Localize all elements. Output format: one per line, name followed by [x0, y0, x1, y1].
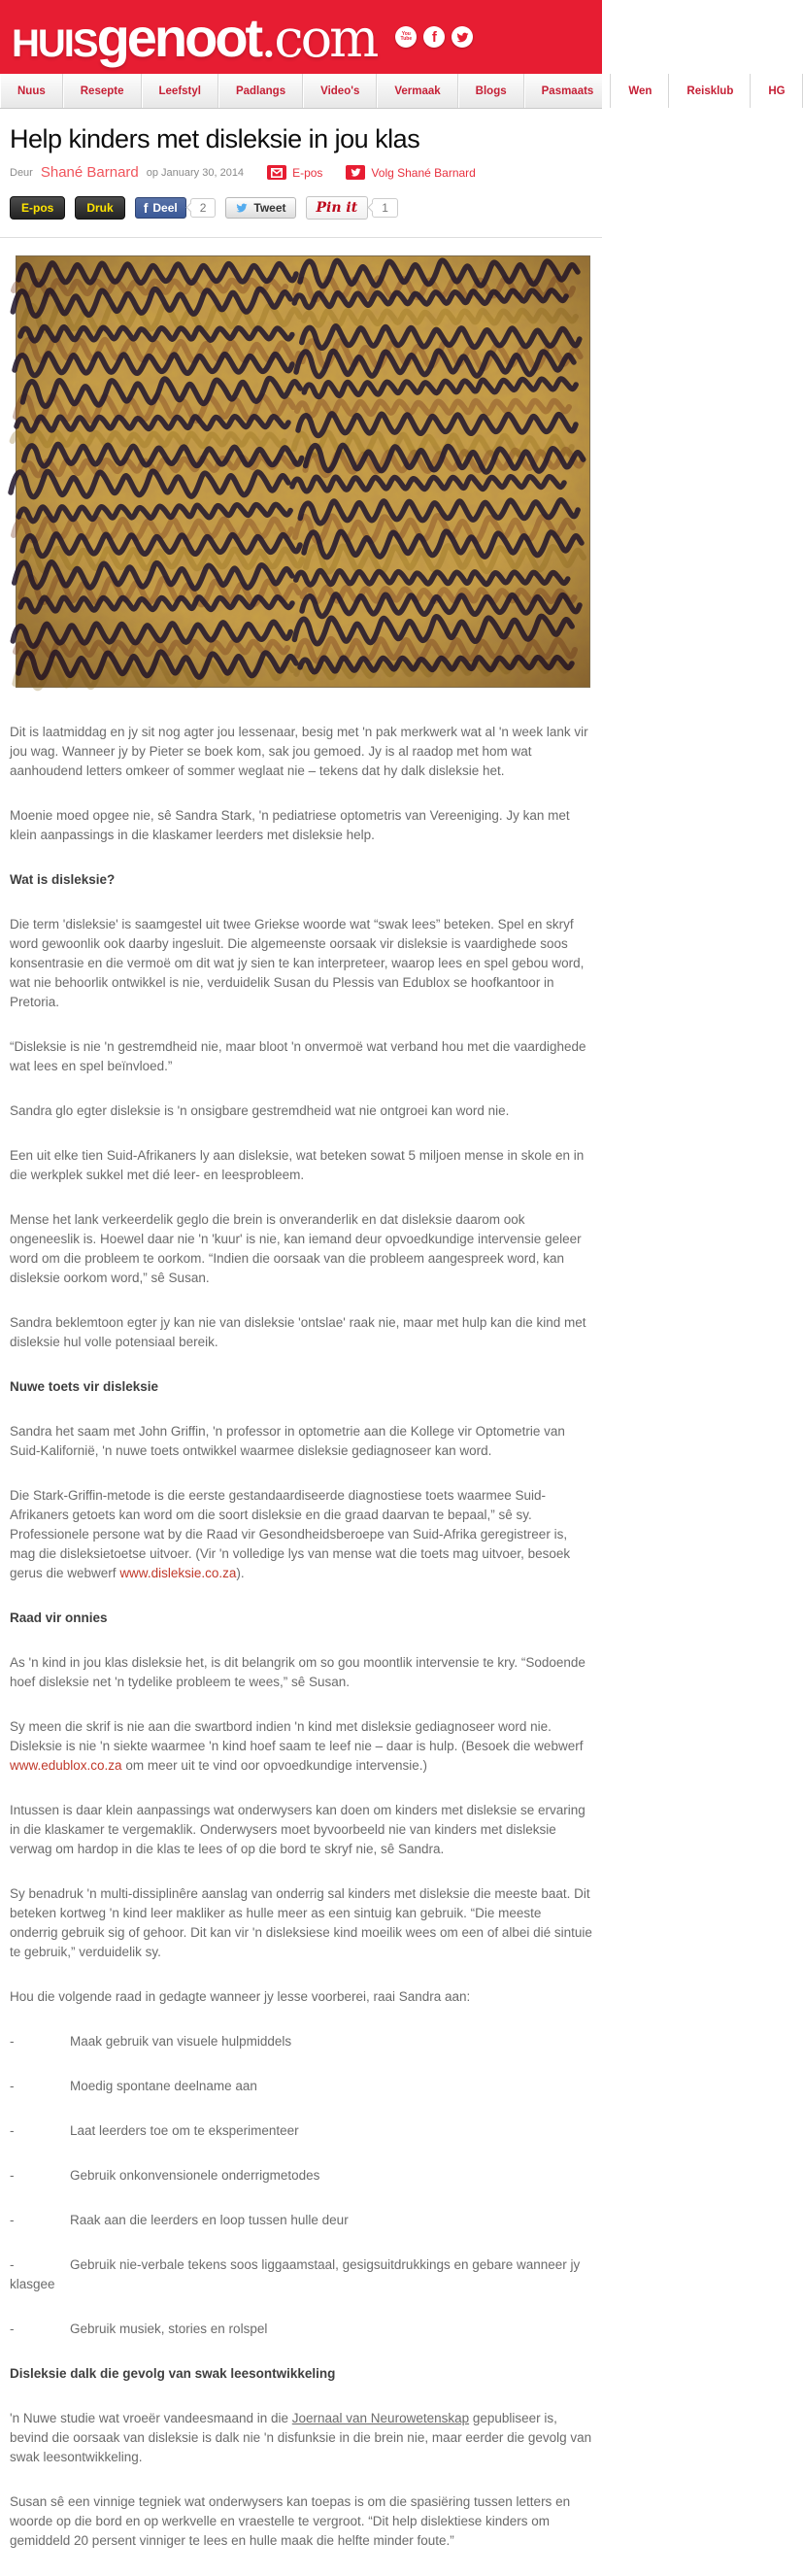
- bullet-text: Raak aan die leerders en loop tussen hulle deur: [70, 2213, 349, 2227]
- section-heading-gevolg-swak-leesontwikkeling: Disleksie dalk die gevolg van swak leesontwikkeling: [10, 2366, 336, 2381]
- list-item: [10, 2077, 592, 2096]
- bullet-dash: -: [10, 2168, 15, 2183]
- twitter-bird-icon: [235, 202, 249, 214]
- paragraph: Sandra glo egter disleksie is 'n onsigbare gestremdheid wat nie ontgroei kan word nie.: [10, 1103, 510, 1118]
- site-logo[interactable]: [12, 6, 376, 69]
- section-heading-nuwe-toets: Nuwe toets vir disleksie: [10, 1379, 159, 1394]
- nav-item-hg[interactable]: HG: [751, 74, 802, 108]
- bullet-dash: -: [10, 2322, 15, 2336]
- nav-item-leefstyl[interactable]: Leefstyl: [142, 74, 218, 108]
- paragraph-text: gepubliseer is, bevind die oorsaak van disleksie is dalk nie 'n disfunksie in die brein nie, maar eerder die gevolg van swak leesontwikkeling.: [10, 2411, 592, 2464]
- link-disleksie-website[interactable]: www.disleksie.co.za: [119, 1566, 237, 1580]
- byline-prefix: Deur: [10, 166, 33, 179]
- facebook-share-button[interactable]: f Deel: [135, 197, 186, 219]
- paragraph-text: Die Stark-Griffin-metode is die eerste gestandaardiseerde diagnostiese toets waarmee Suid-Afrikaners getoets kan word om die soort disleksie en die graad daarvan te bepaal,” sê sy. Professionele persone wat by die Raad vir Gesondheidsberoepe van Suid-Afrika geregistreer is, mag die disleksietoetse uitvoer. (Vir 'n volledige lys van mense wat die toets mag uitvoer, besoek gerus die webwerf: [10, 1488, 571, 1580]
- byline-date: op January 30, 2014: [146, 166, 245, 179]
- paragraph: Moenie moed opgee nie, sê Sandra Stark, 'n pediatriese optometris van Vereeniging. Jy kan met klein aanpassings in die klaskamer leerders met disleksie help.: [10, 808, 570, 842]
- site-header: [0, 0, 602, 74]
- nav-item-pasmaats[interactable]: Pasmaats: [524, 74, 612, 108]
- list-item: [10, 2121, 592, 2141]
- list-item: [10, 2166, 592, 2186]
- paragraph: Dit is laatmiddag en jy sit nog agter jou lessenaar, besig met 'n pak merkwerk wat al 'n week lank vir jou wag. Wanneer jy by Pieter se boek kom, sak jou gemoed. Jy is al raadop met hom wat aanhoudend letters omkeer of sommer weglaat nie – tekens dat hy dalk disleksie het.: [10, 725, 588, 778]
- section-heading-raad-vir-onnies: Raad vir onnies: [10, 1610, 108, 1625]
- bullet-dash: -: [10, 2123, 15, 2138]
- facebook-share-count: 2: [190, 198, 217, 218]
- bullet-dash: -: [10, 2034, 15, 2049]
- nav-item-wen[interactable]: Wen: [611, 74, 669, 108]
- article-body: [10, 723, 592, 2551]
- paragraph: Hou die volgende raad in gedagte wanneer jy lesse voorberei, raai Sandra aan:: [10, 1989, 471, 2004]
- bullet-dash: -: [10, 2257, 15, 2272]
- list-item: [10, 2320, 592, 2339]
- share-toolbar: [10, 196, 592, 220]
- paragraph: Sandra beklemtoon egter jy kan nie van disleksie 'ontslae' raak nie, maar met hulp kan die kind met disleksie hul volle potensiaal bereik.: [10, 1315, 586, 1349]
- logo-genoot: genoot: [96, 6, 261, 68]
- paragraph-text: ).: [236, 1566, 245, 1580]
- pin-count: 1: [372, 198, 398, 218]
- paragraph: Die term 'disleksie' is saamgestel uit twee Griekse woorde wat “swak lees” beteken. Spel en skryf word gewoonlik ook daarby ingesluit. Die algemeenste oorsaak vir disleksie is vaardighede soos konsentrasie en die vermoë om dit wat jy sien te kan interpreteer, waarop lees en spel gebou word, wat nie behoorlik ontwikkel is nie, verduidelik Susan du Plessis van Edublox se hoofkantoor in Pretoria.: [10, 917, 585, 1009]
- epos-link[interactable]: E-pos: [292, 165, 323, 180]
- paragraph-text: Sy meen die skrif is nie aan die swartbord indien 'n kind met disleksie gediagnoseer word nie. Disleksie is nie 'n siekte waarmee 'n kind hoef saam te leef nie – daar is hulp. (Besoek die webwerf: [10, 1719, 584, 1753]
- nav-item-nuus[interactable]: Nuus: [0, 74, 63, 108]
- section-heading-wat-is-disleksie: Wat is disleksie?: [10, 872, 116, 887]
- list-item: [10, 2032, 592, 2051]
- bullet-text: Gebruik onkonvensionele onderrigmetodes: [70, 2168, 320, 2183]
- paragraph: Susan sê een vinnige tegniek wat onderwysers kan toepas is om die spasiëring tussen letters en woorde op die bord en op werkvelle en vraestelle te vergroot. “Dit help dislektiese kinders om gemiddeld 20 persent vinniger te lees en hulle maak die helfte minder foute.”: [10, 2494, 571, 2548]
- paragraph: [10, 1717, 592, 1776]
- divider: [0, 237, 602, 238]
- bullet-text: Laat leerders toe om te eksperimenteer: [70, 2123, 299, 2138]
- nav-item-videos[interactable]: Video's: [303, 74, 377, 108]
- main-nav: [0, 74, 786, 109]
- paragraph: [10, 2409, 592, 2467]
- author-link[interactable]: Shané Barnard: [40, 164, 139, 181]
- follow-author-link[interactable]: Volg Shané Barnard: [371, 165, 476, 180]
- logo-com: .com: [260, 7, 377, 69]
- nav-item-reisklub[interactable]: Reisklub: [669, 74, 751, 108]
- paragraph: As 'n kind in jou klas disleksie het, is dit belangrik om so gou moontlik intervensie te kry. “Sodoende hoef disleksie net 'n tydelike probleem te wees,” sê Susan.: [10, 1655, 586, 1689]
- print-button[interactable]: Druk: [75, 196, 124, 220]
- list-item: [10, 2255, 592, 2294]
- tweet-button[interactable]: Tweet: [225, 197, 295, 219]
- paragraph-text: om meer uit te vind oor opvoedkundige intervensie.): [121, 1758, 427, 1773]
- bullet-text: Moedig spontane deelname aan: [70, 2079, 257, 2093]
- paragraph: “Disleksie is nie 'n gestremdheid nie, maar bloot 'n onvermoë wat verband hou met die vaardighede wat lees en spel beïnvloed.”: [10, 1039, 586, 1073]
- youtube-icon[interactable]: You Tube: [395, 26, 417, 48]
- email-icon[interactable]: [267, 165, 286, 180]
- header-social-links: [395, 26, 473, 48]
- facebook-f-icon: f: [143, 200, 149, 216]
- paragraph: Sy benadruk 'n multi-dissiplinêre aanslag van onderrig sal kinders met disleksie die meeste baat. Dit beteken kortweg 'n kind leer makliker as hulle meer as een sintuig kan gebruik. “Die meeste onderrig gebruik sig of gehoor. Dit kan vir 'n disleksiese kind moeilik wees om een of albei dié sintuie te gebruik,” verduidelik sy.: [10, 1886, 592, 1959]
- paragraph: Mense het lank verkeerdelik geglo die brein is onveranderlik en dat disleksie daarom ook ongeneeslik is. Hoewel daar nie 'n 'kuur' is nie, kan iemand deur opvoedkundige intervensie geleer word om die probleem te oorkom. “Indien die oorsaak van die probleem aangespreek word, kan disleksie oorkom word,” sê Susan.: [10, 1212, 582, 1285]
- facebook-icon[interactable]: f: [423, 26, 445, 48]
- bullet-text: Gebruik musiek, stories en rolspel: [70, 2322, 268, 2336]
- bullet-text: Maak gebruik van visuele hulpmiddels: [70, 2034, 292, 2049]
- bullet-dash: -: [10, 2079, 15, 2093]
- paragraph: Een uit elke tien Suid-Afrikaners ly aan disleksie, wat beteken sowat 5 miljoen mense in skole en in die werkplek sukkel met dié leer- en leesprobleem.: [10, 1148, 585, 1182]
- twitter-icon[interactable]: [452, 26, 473, 48]
- twitter-follow-icon[interactable]: [346, 165, 365, 180]
- logo-huis: HUIS: [12, 21, 97, 65]
- page-title: Help kinders met disleksie in jou klas: [10, 124, 420, 153]
- list-item: [10, 2211, 592, 2230]
- paragraph: Intussen is daar klein aanpassings wat onderwysers kan doen om kinders met disleksie se ervaring in die klaskamer te vergemaklik. Onderwysers moet byvoorbeeld nie van kinders met disleksie verwag om hardop in die klas te lees of op die bord te skryf nie, sê Sandra.: [10, 1803, 586, 1856]
- byline: [10, 164, 592, 181]
- nav-item-resepte[interactable]: Resepte: [63, 74, 142, 108]
- nav-item-vermaak[interactable]: Vermaak: [377, 74, 457, 108]
- bullet-text: Gebruik nie-verbale tekens soos liggaamstaal, gesigsuitdrukkings en gebare wanneer jy klasgee: [10, 2257, 581, 2291]
- paragraph-text: 'n Nuwe studie wat vroeër vandeesmaand in die: [10, 2411, 292, 2425]
- link-edublox-website[interactable]: www.edublox.co.za: [10, 1758, 122, 1773]
- paragraph: Sandra het saam met John Griffin, 'n professor in optometrie aan die Kollege vir Optometrie van Suid-Kalifornië, 'n nuwe toets ontwikkel waarmee disleksie gediagnoseer kan word.: [10, 1424, 565, 1458]
- nav-item-padlangs[interactable]: Padlangs: [218, 74, 303, 108]
- nav-item-blogs[interactable]: Blogs: [458, 74, 524, 108]
- link-joernaal-neurowetenskap[interactable]: Joernaal van Neurowetenskap: [291, 2411, 470, 2425]
- pinit-button[interactable]: Pin it: [306, 196, 369, 220]
- epos-button[interactable]: E-pos: [10, 196, 65, 220]
- article-image: [16, 255, 590, 688]
- paragraph: [10, 1486, 592, 1583]
- bullet-dash: -: [10, 2213, 15, 2227]
